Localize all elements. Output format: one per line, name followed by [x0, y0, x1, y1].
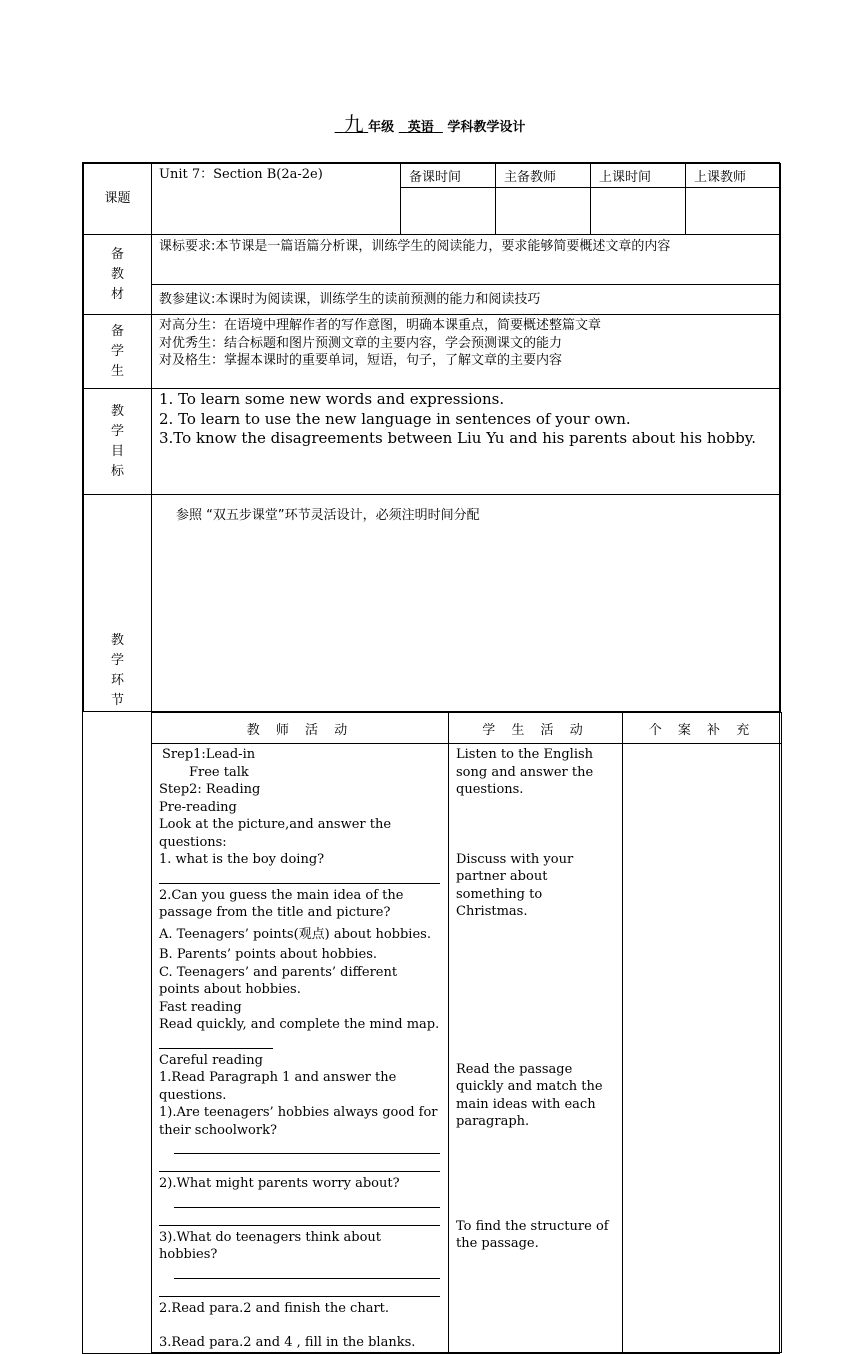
objective-1: 1. To learn some new words and expressions.: [159, 390, 505, 408]
subject-value: 英语: [407, 120, 434, 135]
option-a: A. Teenagers’ points(观点) about hobbies.: [159, 926, 431, 942]
topic-label: 课题: [84, 164, 152, 235]
pre-reading: Pre-reading: [159, 799, 237, 815]
student-level-good: 对优秀生：结合标题和图片预测文章的主要内容，学会预测课文的能力: [159, 335, 563, 351]
students-label: 备 学 生: [84, 315, 152, 389]
student-activity-match: Read the passage quickly and match the main ideas with each paragraph.: [456, 1061, 603, 1129]
look-at-picture: Look at the picture,and answer the questions:: [159, 817, 392, 850]
class-time-value[interactable]: [591, 188, 686, 235]
read-para2-chart: 2.Read para.2 and finish the chart.: [159, 1300, 390, 1316]
question-schoolwork: 1).Are teenagers’ hobbies always good for their schoolwork?: [159, 1105, 438, 1138]
teacher-activity-cell: [152, 744, 449, 1353]
materials-label: 备 教 材: [84, 235, 152, 315]
student-activity-listen: Listen to the English song and answer the questions.: [456, 747, 594, 797]
teacher-activity-header: 教 师 活 动: [152, 713, 449, 744]
lead-teacher-value[interactable]: [496, 188, 591, 235]
objective-2: 2. To learn to use the new language in sentences of your own.: [159, 409, 631, 428]
read-paragraph-1: 1.Read Paragraph 1 and answer the questions.: [159, 1070, 397, 1103]
step2-reading: Step2: Reading: [159, 782, 261, 797]
topic-value: Unit 7：Section B(2a-2e): [152, 164, 401, 235]
question-parents-worry: 2).What might parents worry about?: [159, 1176, 400, 1191]
student-levels: [152, 315, 781, 389]
individual-supplement-header: 个 案 补 充: [623, 713, 782, 744]
answer-blank[interactable]: [174, 1139, 440, 1154]
objective-3: 3.To know the disagreements between Liu Yu and his parents about his hobby.: [159, 429, 756, 447]
process-label: 教 学 环 节: [84, 495, 152, 712]
read-para2-4-blanks: 3.Read para.2 and 4 , fill in the blanks.: [159, 1335, 416, 1350]
design-label: 学科教学设计: [447, 120, 526, 135]
process-note: 参照 “双五步课堂”环节灵活设计，必须注明时间分配: [152, 495, 781, 712]
careful-reading: Careful reading: [159, 1052, 263, 1068]
curriculum-requirement: 课标要求:本节课是一篇语篇分析课，训练学生的阅读能力，要求能够简要概述文章的内容: [152, 235, 781, 285]
question-main-idea: 2.Can you guess the main idea of the passage from the title and picture?: [159, 887, 404, 920]
teaching-suggestion: 教参建议:本课时为阅读课，训练学生的读前预测的能力和阅读技巧: [152, 285, 781, 315]
objectives-label: 教 学 目 标: [84, 389, 152, 495]
student-level-high: 对高分生：在语境中理解作者的写作意图，明确本课重点，简要概述整篇文章: [159, 318, 602, 333]
option-c: C. Teenagers’ and parents’ different points about hobbies.: [159, 964, 398, 997]
free-talk: Free talk: [189, 764, 249, 780]
teaching-objectives: [152, 389, 781, 495]
answer-blank[interactable]: [159, 1211, 440, 1226]
student-level-pass: 对及格生：掌握本课时的重要单词，短语，句子，了解文章的主要内容: [159, 353, 563, 368]
option-b: B. Parents’ points about hobbies.: [159, 947, 378, 962]
document-title: [0, 108, 860, 137]
question-boy: 1. what is the boy doing?: [159, 852, 325, 867]
prep-time-value[interactable]: [401, 188, 496, 235]
student-activity-discuss: Discuss with your partner about something to Christmas.: [456, 851, 574, 919]
answer-blank[interactable]: [159, 869, 440, 884]
class-teacher-value[interactable]: [686, 188, 781, 235]
student-activity-structure: To find the structure of the passage.: [456, 1218, 609, 1251]
answer-blank[interactable]: [174, 1193, 440, 1208]
answer-blank[interactable]: [159, 1157, 440, 1172]
student-activity-header: 学 生 活 动: [449, 713, 623, 744]
step1-lead-in: Srep1:Lead-in: [162, 747, 256, 762]
individual-supplement-cell[interactable]: [623, 744, 782, 1353]
prep-time-label: 备课时间: [401, 164, 496, 188]
answer-blank[interactable]: [159, 1282, 440, 1297]
mind-map-task: Read quickly, and complete the mind map.: [159, 1017, 440, 1032]
student-activity-cell: [449, 744, 623, 1353]
class-teacher-label: 上课教师: [686, 164, 781, 188]
grade-value: 九: [343, 112, 364, 136]
question-teenagers-think: 3).What do teenagers think about hobbies?: [159, 1229, 381, 1262]
answer-blank[interactable]: [174, 1264, 440, 1279]
mind-map-blank[interactable]: [159, 1034, 273, 1049]
lesson-plan-table: [82, 162, 780, 1354]
grade-label: 年级: [368, 120, 395, 135]
lead-teacher-label: 主备教师: [496, 164, 591, 188]
fast-reading: Fast reading: [159, 999, 242, 1015]
class-time-label: 上课时间: [591, 164, 686, 188]
